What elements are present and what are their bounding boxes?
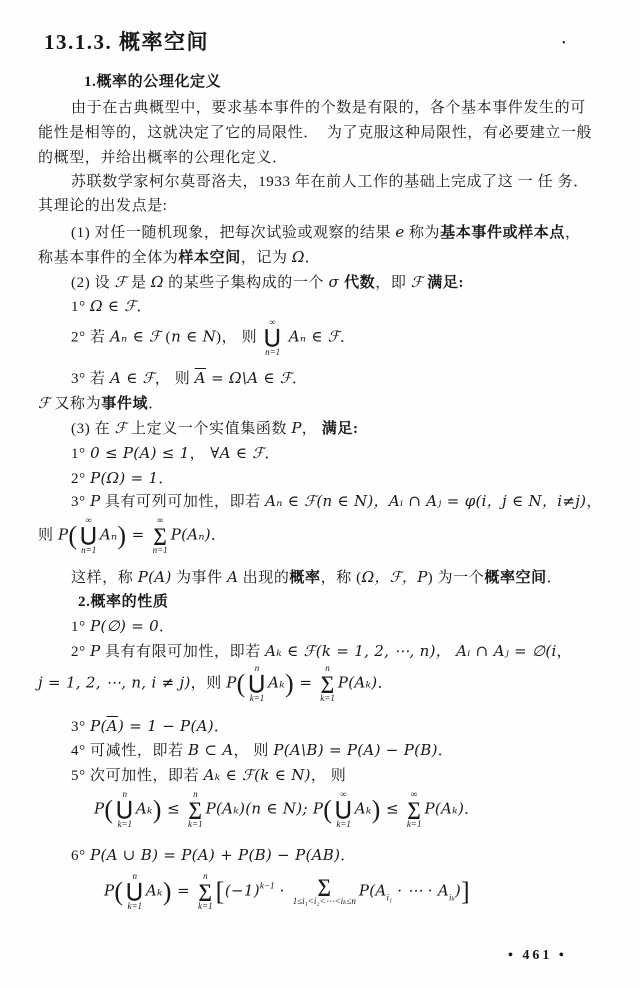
text-segment: ≤ <box>162 799 186 818</box>
text-segment: 的某些子集构成的一个 <box>163 275 329 291</box>
text-segment: 样本空间 <box>178 250 241 266</box>
text-segment: P(A) <box>137 568 172 586</box>
text-segment: 2° 若 <box>71 329 110 346</box>
text-segment: 5° 次可加性，即若 <box>71 768 204 784</box>
text-segment: 称基本事件的全体为 <box>38 250 179 266</box>
text-segment: P <box>226 673 237 692</box>
text-segment: = <box>126 525 150 544</box>
text-segment: ， 则 <box>154 371 195 387</box>
text-segment: ) <box>371 794 381 824</box>
text-segment: ， <box>564 225 581 241</box>
text-segment: A <box>227 568 239 586</box>
text-segment: ( <box>323 794 333 824</box>
item-line <box>71 366 308 391</box>
text-segment: 6° <box>71 848 91 864</box>
text-segment: P <box>104 881 115 900</box>
text-segment: ∀A ∈ ℱ <box>205 444 265 462</box>
page-number <box>508 944 567 968</box>
text-segment: 2° <box>71 471 91 487</box>
text-segment: 则 <box>38 527 58 544</box>
text-segment: ． <box>546 570 563 586</box>
text-segment: iₖ <box>449 892 455 903</box>
text-segment: ． <box>339 329 356 346</box>
para-line <box>71 96 586 120</box>
text-segment: 又称为 <box>50 396 102 412</box>
text-segment: 的概型，并给出概率的公理化定义． <box>38 150 288 166</box>
text-segment: ， <box>301 421 322 437</box>
para-line <box>71 220 581 245</box>
text-segment: 具有有限可加性，即若 <box>100 644 266 660</box>
text-segment: 3° 若 <box>71 371 110 387</box>
text-segment: · <box>274 881 290 900</box>
text-segment: ． <box>210 527 227 544</box>
text-segment: Ω，ℱ，P <box>361 568 428 586</box>
text-segment: )， 则 <box>216 329 262 346</box>
text-segment: ( <box>236 668 246 698</box>
text-segment: Aₖ <box>354 799 372 818</box>
text-segment: (−1) <box>224 881 260 900</box>
text-segment: (3) 在 <box>71 421 115 437</box>
text-segment: ( <box>114 876 124 906</box>
text-segment: 由于在古典概型中，要求基本事件的个数是有限的，各个基本事件发生的可 <box>71 100 586 116</box>
text-segment: 是 <box>126 275 151 291</box>
text-segment: ， 则 <box>310 768 347 784</box>
text-segment: 3° <box>71 719 91 735</box>
para-line <box>38 391 164 416</box>
item-line <box>71 738 453 763</box>
text-segment: ) <box>284 668 295 698</box>
union-operator-icon: ∞ ⋃ n=1 <box>264 317 281 357</box>
text-segment: 2° <box>71 644 91 660</box>
text-segment: 概率 <box>289 570 321 586</box>
section-title <box>44 28 209 56</box>
text-segment: Ω <box>291 248 305 266</box>
text-segment: = <box>172 881 196 900</box>
text-segment: ， <box>586 494 602 510</box>
text-segment: 基本事件或样本点 <box>440 225 565 241</box>
text-segment: ． <box>464 801 480 818</box>
text-segment: ． <box>148 396 164 412</box>
text-segment: A ∈ ℱ <box>110 369 155 387</box>
text-segment: ，则 <box>190 675 227 692</box>
summation-operator-icon: ∞ ∑ n=1 <box>152 515 168 555</box>
formula-line <box>38 516 227 556</box>
text-segment: = Ω\A ∈ ℱ <box>206 369 292 387</box>
text-segment: Aₙ <box>99 525 118 544</box>
text-segment: (2) 设 <box>71 275 115 291</box>
text-segment: ℱ <box>114 273 127 291</box>
text-segment: 出现的 <box>238 570 290 586</box>
text-segment: ． <box>136 299 153 315</box>
union-operator-icon: ∞ ⋃ k=1 <box>335 789 352 829</box>
text-segment: ≤ <box>380 799 404 818</box>
text-segment: 为事件 <box>171 570 228 586</box>
summation-operator-icon: ∑ 1≤i₁<i₂<⋯<iₖ≤n <box>292 875 356 906</box>
para-line <box>71 170 589 194</box>
text-segment: ) <box>152 794 163 824</box>
text-segment: P <box>90 642 101 660</box>
text-segment: ( <box>161 329 172 346</box>
text-segment: ． <box>158 619 175 635</box>
text-segment: P(A <box>358 881 387 900</box>
text-segment: n ∈ N <box>171 327 217 346</box>
text-segment: 1.概率的公理化定义 <box>84 74 222 90</box>
text-segment: ] <box>460 876 471 906</box>
text-segment: [ <box>215 876 225 906</box>
text-segment: $\overline{A}$ <box>194 369 207 387</box>
item-line <box>71 614 175 639</box>
text-segment: P(A\B) = P(A) − P(B) <box>273 741 438 759</box>
text-segment: 事件域 <box>101 396 149 412</box>
item-line <box>71 466 174 491</box>
text-segment: ，称 ( <box>320 570 362 586</box>
text-segment: 4° 可减性，即若 <box>71 743 188 759</box>
text-segment: Ω <box>151 273 164 291</box>
text-segment: ． <box>340 848 356 864</box>
text-segment: ，记为 <box>240 250 292 266</box>
summation-operator-icon: n ∑ k=1 <box>320 663 335 703</box>
text-segment: i₁ <box>386 892 393 903</box>
corner-dot <box>562 32 566 56</box>
text-segment: ) <box>162 876 173 906</box>
text-segment: Aₖ <box>268 673 285 692</box>
text-segment: P <box>57 525 69 544</box>
text-segment: 上定义一个实值集函数 <box>126 421 292 437</box>
subheading-axiomatic-definition <box>84 70 221 94</box>
item-line <box>71 318 356 358</box>
text-segment: 2.概率的性质 <box>78 594 169 610</box>
text-segment: 称为 <box>404 225 441 241</box>
text-segment: (1) 对任一随机现象，把每次试验或观察的结果 <box>71 225 396 241</box>
union-operator-icon: n ⋃ k=1 <box>126 871 143 911</box>
text-segment: ( <box>104 794 114 824</box>
item-line <box>71 714 230 739</box>
text-segment: P <box>90 492 101 510</box>
text-segment: ， <box>556 644 573 660</box>
text-segment: 0 ≤ P(A) ≤ 1 <box>90 444 190 462</box>
text-segment: P <box>291 419 302 437</box>
para-line <box>38 121 592 145</box>
item-line <box>71 639 572 664</box>
text-segment: 1° <box>71 299 91 315</box>
text-segment: ， <box>189 446 206 462</box>
formula-line <box>104 872 470 912</box>
text-segment: = <box>294 673 318 692</box>
text-segment: 13.1.3. 概率空间 <box>44 30 209 54</box>
formula-line <box>38 664 393 704</box>
text-segment: P(∅) = 0 <box>90 617 159 635</box>
text-segment: Ω ∈ ℱ <box>90 297 137 315</box>
text-segment: Aₙ ∈ ℱ(n ∈ N)，Aᵢ ∩ Aⱼ = φ(i，j ∈ N，i≠j) <box>265 492 587 510</box>
para-line <box>71 565 562 590</box>
text-segment: Aₖ <box>135 799 153 818</box>
text-segment: ℱ <box>114 419 127 437</box>
text-segment: 满足: <box>321 421 359 437</box>
summation-operator-icon: ∞ ∑ k=1 <box>406 789 422 829</box>
text-segment: e <box>395 223 405 241</box>
text-segment: ． <box>437 743 454 759</box>
text-segment: 代数 <box>344 275 376 291</box>
text-segment: j = 1, 2, ⋯, n, i ≠ j) <box>38 673 191 692</box>
text-segment: P( <box>90 717 107 735</box>
item-line <box>71 294 152 319</box>
text-segment: P <box>94 799 105 818</box>
text-segment: Aₙ ∈ ℱ <box>283 327 340 346</box>
para-line <box>71 416 359 441</box>
text-segment: k−1 <box>259 880 275 891</box>
text-segment: ． <box>158 471 174 487</box>
text-segment: P(Aₖ)(n ∈ N); P <box>205 799 324 818</box>
text-segment: · ⋯ · A <box>392 881 450 900</box>
text-segment: ) 为一个 <box>427 570 485 586</box>
text-segment: $\overline{A}$ <box>106 717 119 735</box>
text-segment: 1° <box>71 446 91 462</box>
text-segment: ，即 <box>375 275 411 291</box>
text-segment: 1° <box>71 619 91 635</box>
text-segment: P(A ∪ B) = P(A) + P(B) − P(AB) <box>90 846 341 864</box>
text-segment: ， 则 <box>233 743 274 759</box>
text-segment: ． <box>264 446 280 462</box>
text-segment: σ <box>328 273 345 291</box>
text-segment: • <box>562 38 567 49</box>
item-line <box>71 763 346 788</box>
text-segment: P(Aₖ) <box>337 673 378 692</box>
text-segment: P(Ω) = 1 <box>90 469 159 487</box>
item-line <box>71 441 280 466</box>
text-segment: ． <box>377 675 394 692</box>
text-segment: Aₙ ∈ ℱ <box>110 327 162 346</box>
union-operator-icon: n ⋃ k=1 <box>248 663 266 703</box>
text-segment: ． <box>213 719 230 735</box>
summation-operator-icon: n ∑ k=1 <box>188 789 203 829</box>
item-line <box>71 843 356 868</box>
text-segment: 其理论的出发点是: <box>38 198 168 214</box>
text-segment: Aₖ ∈ ℱ(k = 1, 2, ⋯, n)， Aᵢ ∩ Aⱼ = ∅(i <box>265 642 557 660</box>
text-segment: ) = 1 − P(A) <box>118 717 214 735</box>
summation-operator-icon: n ∑ k=1 <box>198 871 213 911</box>
text-segment: ℱ <box>38 394 51 412</box>
text-segment: • 461 • <box>508 948 567 963</box>
text-segment: B ⊂ A <box>188 741 234 759</box>
text-segment: ℱ <box>410 273 423 291</box>
subheading-properties <box>78 590 168 614</box>
text-segment: ． <box>291 371 308 387</box>
text-segment: 苏联数学家柯尔莫哥洛夫，1933 年在前人工作的基础上完成了这 一 任 务． <box>71 174 589 190</box>
text-segment: ) <box>117 520 127 550</box>
text-segment: 满足: <box>427 275 465 291</box>
text-segment: 能性是相等的，这就决定了它的局限性． 为了克服这种局限性，有必要建立一般 <box>38 125 593 141</box>
text-segment: Aₖ ∈ ℱ(k ∈ N) <box>203 766 311 784</box>
text-segment: P(Aₙ) <box>170 525 211 544</box>
text-segment: ( <box>68 520 78 550</box>
union-operator-icon: n ⋃ k=1 <box>116 789 133 829</box>
text-segment: 这样，称 <box>71 570 138 586</box>
para-line <box>38 194 168 218</box>
text-segment: Aₖ <box>145 881 163 900</box>
text-segment: 3° <box>71 494 91 510</box>
item-line <box>71 489 602 514</box>
para-line <box>71 270 464 295</box>
formula-line <box>94 790 480 830</box>
text-segment: 概率空间 <box>484 570 547 586</box>
text-segment: ) <box>454 881 461 900</box>
para-line <box>38 245 320 270</box>
text-segment: ． <box>304 250 321 266</box>
text-segment: 具有可列可加性，即若 <box>100 494 266 510</box>
union-operator-icon: ∞ ⋃ n=1 <box>80 515 97 555</box>
text-segment: P(Aₖ) <box>424 799 465 818</box>
para-line <box>38 146 288 170</box>
